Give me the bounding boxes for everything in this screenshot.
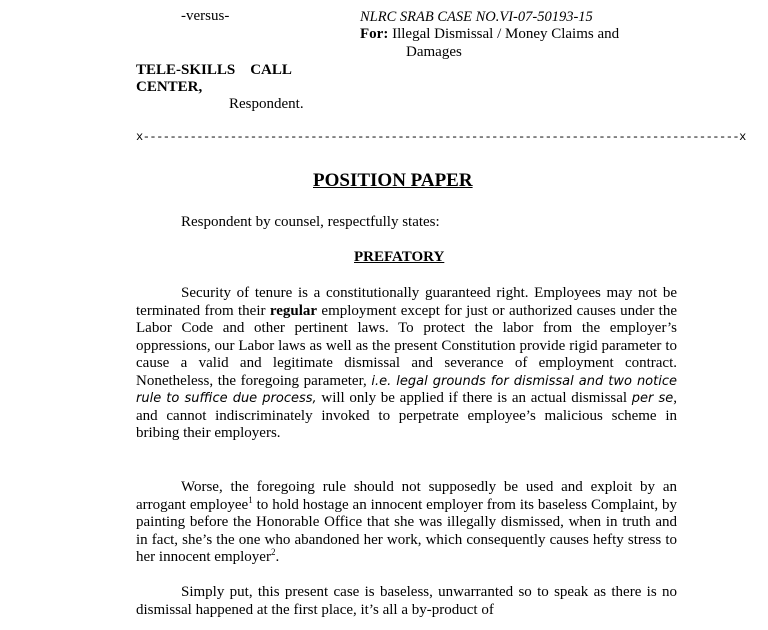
case-subject-line-1: Illegal Dismissal / Money Claims and [392, 26, 620, 42]
opening-statement: Respondent by counsel, respectfully states: [181, 214, 440, 230]
respondent-name-line-1: TELE-SKILLS CALL [136, 62, 292, 78]
emphasis-regular: regular [269, 302, 318, 319]
document-title: POSITION PAPER [313, 170, 473, 191]
per-se-italic: per se [631, 391, 674, 406]
versus-label: -versus- [181, 8, 230, 24]
case-subject [360, 26, 619, 43]
paragraph-3: Simply put, this present case is baseless, unwarranted so to speak as there is no dismissal happened at the first place, it’s all a by-product of [136, 584, 677, 618]
respondent-name-line-2: CENTER, [136, 79, 203, 95]
legal-grounds-italic: i.e. legal grounds for dismissal and two notice rule to suffice due process, [136, 373, 677, 406]
footnote-2: 2 [270, 547, 276, 557]
case-subject-line-2: Damages [406, 44, 462, 60]
footnote-1: 1 [248, 494, 253, 505]
for-label: For: [360, 26, 389, 42]
caption-separator: x-----------------------------------------------------------------------------------------x [136, 130, 746, 144]
respondent-role: Respondent. [229, 96, 304, 112]
paragraph-2: Worse, the foregoing rule should not supposedly be used and exploit by an arrogant employee$^1$ to hold hostage an innocent employer from its baseless Complaint, by painting before the Honorable Office that she was illegally dismissed, when in truth and in fact, she’s the one who abandoned her work, which consequently causes hefty stress to her innocent employer$^2$. [136, 479, 677, 565]
paragraph-1: Security of tenure is a constitutionally guaranteed right. Employees may not be terminated from their regular employment except for just or authorized causes under the Labor Code and other pertinent laws. To protect the labor from the employer’s oppressions, our Labor laws as well as the present Constitution provide rigid parameter to cause a valid and legitimate dismissal and severance of employment contract. Nonetheless, the foregoing parameter, i.e. legal grounds for dismissal and two notice rule to suffice due process, will only be applied if there is an actual dismissal per se, and cannot indiscriminately invoked to perpetrate employee’s malicious scheme in bribing their employers. [136, 285, 677, 441]
case-number: NLRC SRAB CASE NO.VI-07-50193-15 [360, 9, 593, 25]
section-heading-prefatory: PREFATORY [354, 249, 445, 265]
